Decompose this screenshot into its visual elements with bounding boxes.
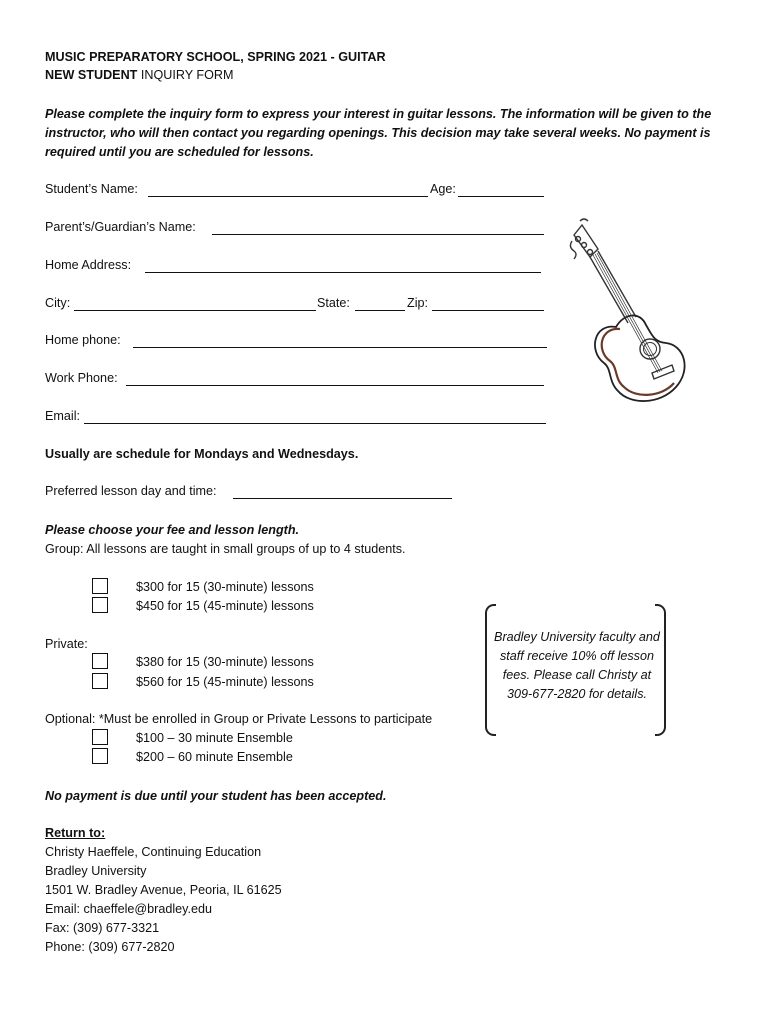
city-field[interactable] [74, 310, 316, 311]
return-line: 1501 W. Bradley Avenue, Peoria, IL 61625 [45, 883, 282, 897]
form-title: MUSIC PREPARATORY SCHOOL, SPRING 2021 - GUITAR [45, 50, 386, 64]
state-field[interactable] [355, 310, 405, 311]
email-label: Email: [45, 409, 80, 423]
group-option-1-label: $300 for 15 (30-minute) lessons [136, 580, 314, 594]
group-label: Group: All lessons are taught in small groups of up to 4 students. [45, 542, 406, 556]
return-fax: Fax: (309) 677-3321 [45, 921, 160, 935]
private-option-2-label: $560 for 15 (45-minute) lessons [136, 675, 314, 689]
work-phone-label: Work Phone: [45, 371, 118, 385]
home-phone-field[interactable] [133, 347, 547, 348]
form-subtitle [45, 68, 233, 82]
guitar-icon [560, 215, 700, 410]
group-option-1-checkbox[interactable] [92, 578, 108, 594]
fee-heading: Please choose your fee and lesson length. [45, 523, 300, 537]
zip-field[interactable] [432, 310, 544, 311]
private-option-1-checkbox[interactable] [92, 653, 108, 669]
home-address-label: Home Address: [45, 258, 132, 272]
optional-option-2-label: $200 – 60 minute Ensemble [136, 750, 293, 764]
age-field[interactable] [458, 196, 544, 197]
preferred-lesson-field[interactable] [233, 498, 452, 499]
parent-name-field[interactable] [212, 234, 544, 235]
optional-option-1-checkbox[interactable] [92, 729, 108, 745]
age-label: Age: [430, 182, 456, 196]
city-label: City: [45, 296, 71, 310]
group-option-2-label: $450 for 15 (45-minute) lessons [136, 599, 314, 613]
intro-paragraph: Please complete the inquiry form to express your interest in guitar lessons. The information will be given to the instructor, who will then contact you regarding openings. This decision may take several weeks. No payment is required until you are scheduled for lessons. [45, 107, 712, 159]
private-option-1-label: $380 for 15 (30-minute) lessons [136, 655, 314, 669]
work-phone-field[interactable] [126, 385, 544, 386]
return-line: Christy Haeffele, Continuing Education [45, 845, 262, 859]
private-label: Private: [45, 637, 88, 651]
private-option-2-checkbox[interactable] [92, 673, 108, 689]
student-name-field[interactable] [148, 196, 428, 197]
preferred-lesson-label: Preferred lesson day and time: [45, 484, 217, 498]
zip-label: Zip: [407, 296, 428, 310]
optional-label: Optional: *Must be enrolled in Group or Private Lessons to participate [45, 712, 433, 726]
state-label: State: [317, 296, 350, 310]
email-field[interactable] [84, 423, 546, 424]
home-address-field[interactable] [145, 272, 541, 273]
parent-name-label: Parent’s/Guardian’s Name: [45, 220, 196, 234]
group-option-2-checkbox[interactable] [92, 597, 108, 613]
return-email: Email: chaeffele@bradley.edu [45, 902, 213, 916]
return-line: Bradley University [45, 864, 147, 878]
optional-option-1-label: $100 – 30 minute Ensemble [136, 731, 293, 745]
return-phone: Phone: (309) 677-2820 [45, 940, 175, 954]
optional-option-2-checkbox[interactable] [92, 748, 108, 764]
subtitle-rest: INQUIRY FORM [137, 68, 234, 82]
schedule-note: Usually are schedule for Mondays and Wednesdays. [45, 447, 359, 461]
return-heading: Return to: [45, 826, 106, 840]
student-name-label: Student’s Name: [45, 182, 138, 196]
payment-note: No payment is due until your student has been accepted. [45, 789, 387, 803]
home-phone-label: Home phone: [45, 333, 121, 347]
discount-note: Bradley University faculty and staff receive 10% off lesson fees. Please call Christy at 309-677-2820 for details. [494, 630, 660, 701]
subtitle-bold: NEW STUDENT [45, 68, 138, 82]
